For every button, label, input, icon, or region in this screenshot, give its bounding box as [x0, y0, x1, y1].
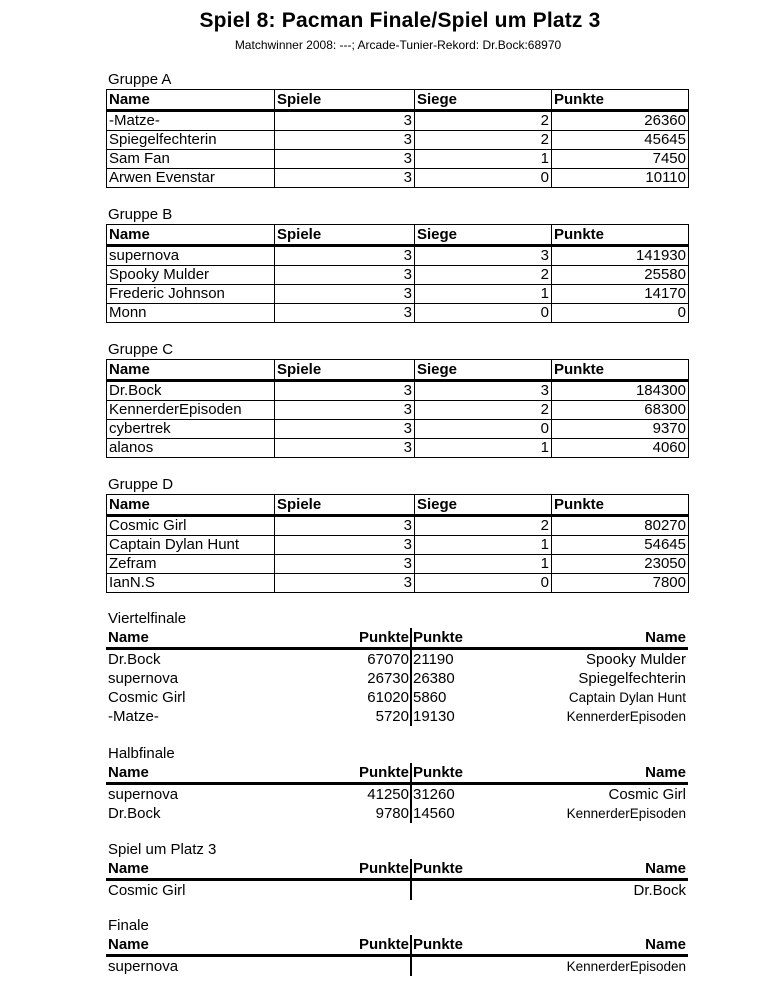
match-row: [106, 785, 688, 804]
col-punkte: Punkte: [552, 360, 689, 381]
group-label: Gruppe B: [108, 206, 173, 223]
cell-name: Arwen Evenstar: [107, 169, 275, 188]
cell-spiele: 3: [275, 285, 415, 304]
match-row: [106, 688, 688, 707]
points-left: 5720: [375, 708, 409, 725]
cell-name: alanos: [107, 439, 275, 458]
group-b: [106, 206, 688, 323]
name-left: -Matze-: [108, 708, 159, 725]
table-header-row: [106, 628, 688, 650]
match-row: [106, 707, 688, 726]
page-title: Spiel 8: Pacman Finale/Spiel um Platz 3: [199, 9, 601, 32]
group-d: [106, 476, 688, 593]
col-name-left: Name: [108, 764, 149, 781]
cell-punkte: 26360: [552, 111, 689, 131]
name-right: Spiegelfechterin: [578, 670, 686, 687]
cell-punkte: 0: [552, 304, 689, 323]
col-spiele: Spiele: [275, 90, 415, 111]
col-siege: Siege: [415, 495, 552, 516]
col-punkte-left: Punkte: [358, 936, 409, 953]
cell-punkte: 45645: [552, 131, 689, 150]
match-row: [106, 957, 688, 976]
name-left: Cosmic Girl: [108, 689, 186, 706]
cell-name: Captain Dylan Hunt: [107, 536, 275, 555]
col-punkte-left: Punkte: [358, 860, 409, 877]
cell-siege: 3: [415, 246, 552, 266]
halbfinale-section: [106, 745, 688, 823]
cell-siege: 0: [415, 304, 552, 323]
cell-siege: 0: [415, 420, 552, 439]
table-header-row: [106, 859, 688, 881]
cell-punkte: 25580: [552, 266, 689, 285]
col-punkte: Punkte: [552, 90, 689, 111]
cell-name: Spooky Mulder: [107, 266, 275, 285]
col-name: Name: [107, 225, 275, 246]
cell-name: KennerderEpisoden: [107, 401, 275, 420]
cell-punkte: 9370: [552, 420, 689, 439]
table-row: [107, 574, 689, 593]
col-punkte-right: Punkte: [413, 936, 464, 953]
cell-punkte: 80270: [552, 516, 689, 536]
table-row: [107, 381, 689, 401]
cell-punkte: 7450: [552, 150, 689, 169]
cell-siege: 3: [415, 381, 552, 401]
name-right: KennerderEpisoden: [566, 709, 686, 724]
col-punkte-left: Punkte: [358, 629, 409, 646]
col-spiele: Spiele: [275, 225, 415, 246]
points-right: 31260: [413, 786, 455, 803]
col-siege: Siege: [415, 225, 552, 246]
cell-spiele: 3: [275, 401, 415, 420]
cell-name: IanN.S: [107, 574, 275, 593]
cell-spiele: 3: [275, 536, 415, 555]
cell-punkte: 184300: [552, 381, 689, 401]
col-punkte-right: Punkte: [413, 764, 464, 781]
match-row: [106, 804, 688, 823]
table-row: [107, 266, 689, 285]
name-left: supernova: [108, 958, 179, 975]
cell-spiele: 3: [275, 420, 415, 439]
name-left: Dr.Bock: [108, 651, 161, 668]
cell-name: cybertrek: [107, 420, 275, 439]
col-punkte-left: Punkte: [358, 764, 409, 781]
cell-spiele: 3: [275, 439, 415, 458]
cell-siege: 1: [415, 439, 552, 458]
cell-name: Spiegelfechterin: [107, 131, 275, 150]
viertelfinale-section: [106, 610, 688, 726]
cell-name: Frederic Johnson: [107, 285, 275, 304]
table-row: [107, 169, 689, 188]
table-row: [107, 420, 689, 439]
points-left: 67070: [367, 651, 409, 668]
cell-siege: 0: [415, 574, 552, 593]
cell-siege: 0: [415, 169, 552, 188]
cell-name: -Matze-: [107, 111, 275, 131]
cell-name: Cosmic Girl: [107, 516, 275, 536]
table-row: [107, 285, 689, 304]
cell-name: Sam Fan: [107, 150, 275, 169]
col-name-left: Name: [108, 936, 149, 953]
page-subtitle: Matchwinner 2008: ---; Arcade-Tunier-Rekord: Dr.Bock:68970: [234, 38, 562, 52]
col-spiele: Spiele: [275, 495, 415, 516]
match-row: [106, 881, 688, 900]
cell-siege: 2: [415, 516, 552, 536]
col-name-right: Name: [645, 629, 686, 646]
col-name-right: Name: [645, 936, 686, 953]
cell-punkte: 10110: [552, 169, 689, 188]
name-right: Spooky Mulder: [585, 651, 686, 668]
cell-punkte: 68300: [552, 401, 689, 420]
col-name-left: Name: [108, 860, 149, 877]
group-a: [106, 71, 688, 188]
col-name-right: Name: [645, 764, 686, 781]
cell-siege: 1: [415, 536, 552, 555]
section-label: Finale: [108, 917, 149, 934]
cell-siege: 2: [415, 131, 552, 150]
cell-siege: 2: [415, 266, 552, 285]
name-right: KennerderEpisoden: [566, 806, 686, 821]
cell-spiele: 3: [275, 246, 415, 266]
col-punkte-right: Punkte: [413, 629, 464, 646]
table-row: [107, 439, 689, 458]
cell-punkte: 14170: [552, 285, 689, 304]
cell-siege: 1: [415, 285, 552, 304]
cell-punkte: 7800: [552, 574, 689, 593]
table-row: [107, 131, 689, 150]
section-label: Halbfinale: [108, 745, 175, 762]
name-right: Cosmic Girl: [608, 786, 686, 803]
points-left: 26730: [367, 670, 409, 687]
name-left: supernova: [108, 670, 179, 687]
table-header-row: [107, 90, 689, 111]
points-left: 61020: [367, 689, 409, 706]
table-header-row: [107, 360, 689, 381]
name-right: Dr.Bock: [633, 882, 686, 899]
cell-punkte: 54645: [552, 536, 689, 555]
cell-siege: 1: [415, 150, 552, 169]
col-punkte: Punkte: [552, 225, 689, 246]
match-row: [106, 669, 688, 688]
points-right: 14560: [413, 805, 455, 822]
table-row: [107, 150, 689, 169]
table-row: [107, 246, 689, 266]
cell-spiele: 3: [275, 516, 415, 536]
name-left: Cosmic Girl: [108, 882, 186, 899]
group-table: [106, 359, 689, 458]
col-punkte-right: Punkte: [413, 860, 464, 877]
table-header-row: [106, 935, 688, 957]
spiel-um-platz-3-section: [106, 841, 688, 900]
cell-spiele: 3: [275, 381, 415, 401]
cell-spiele: 3: [275, 169, 415, 188]
table-header-row: [107, 225, 689, 246]
cell-name: supernova: [107, 246, 275, 266]
group-c: [106, 341, 688, 458]
col-name: Name: [107, 90, 275, 111]
table-header-row: [107, 495, 689, 516]
table-row: [107, 536, 689, 555]
table-row: [107, 555, 689, 574]
group-label: Gruppe C: [108, 341, 174, 358]
cell-name: Monn: [107, 304, 275, 323]
match-row: [106, 650, 688, 669]
cell-punkte: 4060: [552, 439, 689, 458]
cell-siege: 2: [415, 401, 552, 420]
table-row: [107, 111, 689, 131]
group-label: Gruppe A: [108, 71, 172, 88]
table-header-row: [106, 763, 688, 785]
section-label: Spiel um Platz 3: [108, 841, 217, 858]
group-label: Gruppe D: [108, 476, 174, 493]
points-right: 19130: [413, 708, 455, 725]
name-left: supernova: [108, 786, 179, 803]
col-siege: Siege: [415, 360, 552, 381]
col-siege: Siege: [415, 90, 552, 111]
points-left: 41250: [367, 786, 409, 803]
cell-spiele: 3: [275, 150, 415, 169]
points-right: 21190: [413, 651, 454, 668]
col-name-right: Name: [645, 860, 686, 877]
cell-name: Dr.Bock: [107, 381, 275, 401]
cell-siege: 2: [415, 111, 552, 131]
col-punkte: Punkte: [552, 495, 689, 516]
cell-name: Zefram: [107, 555, 275, 574]
name-right: KennerderEpisoden: [566, 959, 686, 974]
name-right: Captain Dylan Hunt: [568, 690, 686, 705]
points-right: 26380: [413, 670, 455, 687]
table-row: [107, 516, 689, 536]
cell-spiele: 3: [275, 111, 415, 131]
group-table: [106, 224, 689, 323]
col-name: Name: [107, 495, 275, 516]
name-left: Dr.Bock: [108, 805, 161, 822]
points-right: 5860: [413, 689, 447, 706]
finale-section: [106, 917, 688, 976]
cell-spiele: 3: [275, 304, 415, 323]
cell-spiele: 3: [275, 555, 415, 574]
cell-punkte: 141930: [552, 246, 689, 266]
col-spiele: Spiele: [275, 360, 415, 381]
cell-punkte: 23050: [552, 555, 689, 574]
section-label: Viertelfinale: [108, 610, 187, 627]
cell-spiele: 3: [275, 574, 415, 593]
cell-siege: 1: [415, 555, 552, 574]
group-table: [106, 494, 689, 593]
group-table: [106, 89, 689, 188]
col-name-left: Name: [108, 629, 149, 646]
cell-spiele: 3: [275, 266, 415, 285]
points-left: 9780: [375, 805, 409, 822]
col-name: Name: [107, 360, 275, 381]
cell-spiele: 3: [275, 131, 415, 150]
table-row: [107, 401, 689, 420]
table-row: [107, 304, 689, 323]
